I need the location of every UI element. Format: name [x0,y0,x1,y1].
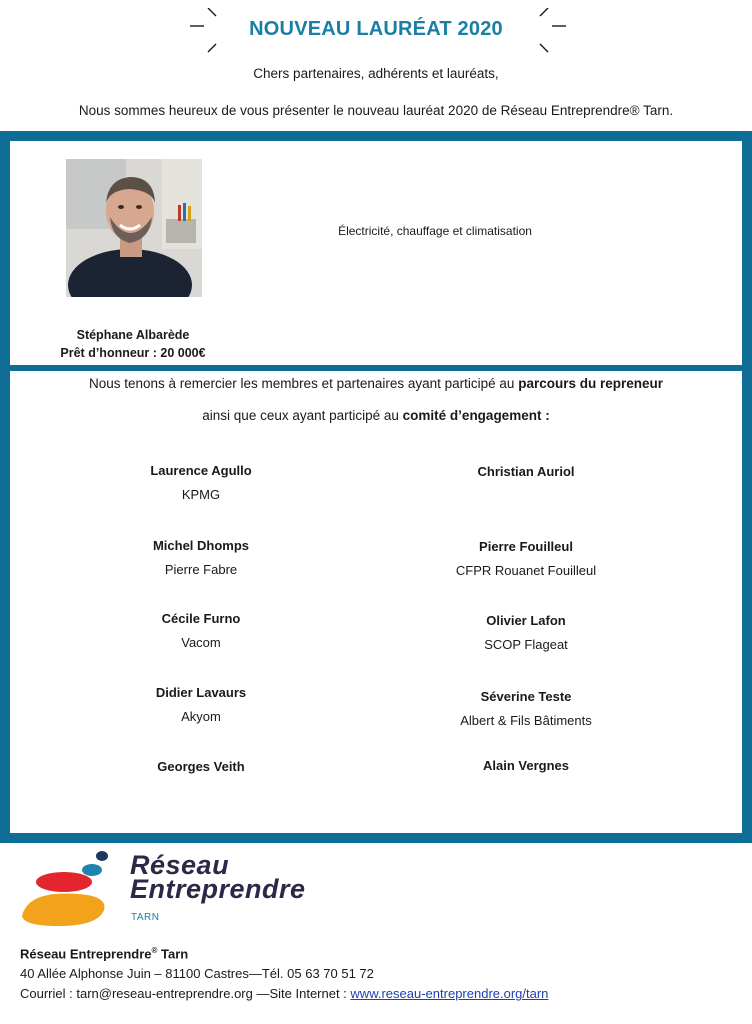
member-org: KPMG [181,487,221,502]
member-entry [406,464,646,488]
member-entry [81,685,321,724]
thanks-line-1: Nous tenons à remercier les membres et partenaires ayant participé au parcours du repreneur [88,376,663,391]
member-org: SCOP Flageat [484,637,568,652]
laureate-activity: Électricité, chauffage et climatisation [338,224,532,238]
member-entry [406,539,646,578]
member-name: Laurence Agullo [150,463,252,478]
laureate-name: Stéphane Albarède [76,328,190,342]
member-org: Albert & Fils Bâtiments [460,713,592,728]
laureate-loan: Prêt d’honneur : 20 000€ [60,346,206,360]
member-name: Cécile Furno [161,611,241,626]
member-entry [81,759,321,783]
member-name: Alain Vergnes [483,758,569,773]
member-entry [81,463,321,502]
member-entry [81,611,321,650]
logo-region: TARN [131,912,160,923]
member-name: Michel Dhomps [152,538,250,553]
member-name: Pierre Fouilleul [479,539,573,554]
member-entry [406,758,646,782]
brand-logo [18,850,338,930]
website-link[interactable]: www.reseau-entreprendre.org/tarn [350,986,549,1002]
member-name: Georges Veith [157,759,245,774]
title-banner [0,8,752,58]
member-entry [406,689,646,728]
member-org: Akyom [181,709,221,724]
thanks-panel [10,371,742,833]
page-title: NOUVEAU LAURÉAT 2020 [249,18,503,40]
logo-mark-icon [18,850,128,930]
member-entry [81,538,321,577]
thanks-line-2: ainsi que ceux ayant participé au comité d’engagement : [202,408,550,423]
intro-text: Nous sommes heureux de vous présenter le nouveau lauréat 2020 de Réseau Entreprendre® Tarn. [78,103,674,118]
burst-right-icon [520,8,570,58]
member-entry [406,613,646,652]
member-org: Vacom [181,635,221,650]
member-name: Didier Lavaurs [155,685,247,700]
footer-org-name: Réseau Entreprendre® Tarn [20,946,189,962]
footer-address: 40 Allée Alphonse Juin – 81100 Castres—Tél. 05 63 70 51 72 [20,966,374,982]
member-name: Séverine Teste [480,689,572,704]
member-org: CFPR Rouanet Fouilleul [455,563,597,578]
logo-text-line-2: Entreprendre [130,874,306,904]
greeting-text: Chers partenaires, adhérents et lauréats, [253,66,499,81]
laureate-photo [66,159,202,297]
footer-contact [20,941,548,1004]
member-org: Pierre Fabre [164,562,238,577]
content-frame [0,131,752,843]
logo-text-line-1: Réseau [130,850,230,880]
laureate-panel [10,141,742,365]
member-name: Christian Auriol [477,464,575,479]
footer-contact-line: Courriel : tarn@reseau-entreprendre.org —Site Internet : www.reseau-entreprendre.org/tarn [20,986,549,1002]
member-name: Olivier Lafon [486,613,566,628]
